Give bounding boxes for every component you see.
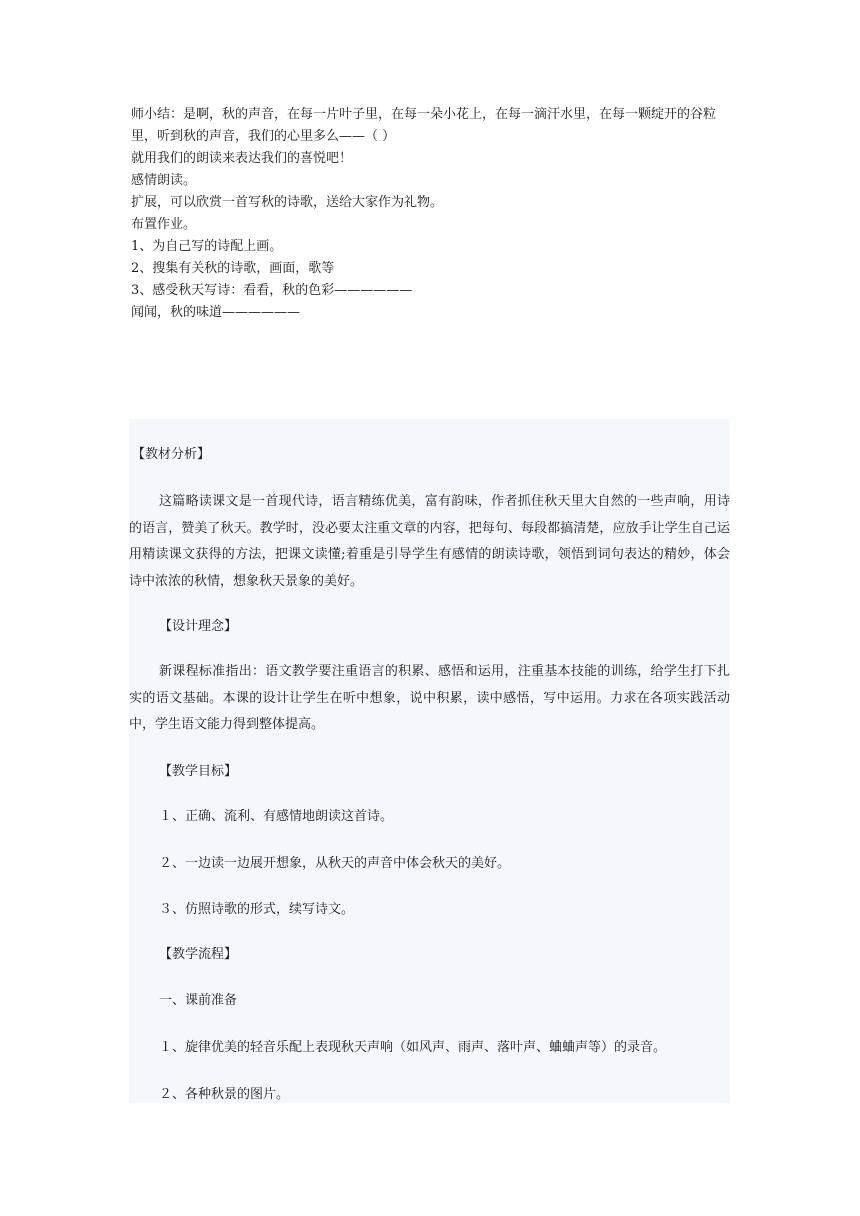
teaching-flow-heading: 【教学流程】 (159, 947, 238, 962)
summary-paragraph: 师小结：是啊，秋的声音，在每一片叶子里，在每一朵小花上，在每一滴汗水里，在每一颗绽开的谷粒里，听到秋的声音，我们的心里多么——（ ） (131, 107, 717, 144)
material-analysis-text: 这篇略读课文是一首现代诗，语言精练优美，富有韵味，作者抓住秋天里大自然的一些声响，用诗的语言，赞美了秋天。教学时，没必要太注重文章的内容，把每句、每段都搞清楚，应放手让学生自己运用精读课文获得的方法，把课文读懂;着重是引导学生有感情的朗读诗歌，领悟到词句表达的精妙，体会诗中浓浓的秋情，想象秋天景象的美好。 (129, 494, 730, 589)
text-line: 就用我们的朗读来表达我们的喜悦吧！ (131, 151, 353, 166)
teaching-goals-heading: 【教学目标】 (159, 764, 238, 779)
top-section (131, 104, 731, 324)
design-concept-text: 新课程标准指出：语文教学要注重语言的积累、感悟和运用，注重基本技能的训练，给学生打下扎实的语文基础。本课的设计让学生在听中想象，说中积累，读中感悟，写中运用。力求在各项实践活动中，学生语文能力得到整体提高。 (129, 664, 730, 732)
homework-item: 闻闻，秋的味道—————— (131, 305, 301, 320)
text-line: 扩展，可以欣赏一首写秋的诗歌，送给大家作为礼物。 (131, 195, 444, 210)
material-analysis-heading: 【教材分析】 (132, 447, 211, 462)
lesson-plan-panel (129, 419, 730, 1103)
homework-item: 1、为自己写的诗配上画。 (131, 239, 283, 254)
flow-item: １、旋律优美的轻音乐配上表现秋天声响（如风声、雨声、落叶声、蛐蛐声等）的录音。 (159, 1040, 667, 1055)
homework-item: 3、感受秋天写诗：看看，秋的色彩—————— (131, 283, 413, 298)
flow-section-title: 一、课前准备 (159, 993, 238, 1008)
homework-item: 2、搜集有关秋的诗歌，画面，歌等 (131, 261, 335, 276)
goal-item: ２、一边读一边展开想象，从秋天的声音中体会秋天的美好。 (159, 856, 511, 871)
goal-item: １、正确、流利、有感情地朗读这首诗。 (159, 809, 394, 824)
flow-item: ２、各种秋景的图片。 (159, 1087, 290, 1102)
goal-item: ３、仿照诗歌的形式，续写诗文。 (159, 902, 355, 917)
text-line: 感情朗读。 (131, 173, 197, 188)
design-concept-heading: 【设计理念】 (159, 619, 238, 634)
text-line: 布置作业。 (131, 217, 197, 232)
